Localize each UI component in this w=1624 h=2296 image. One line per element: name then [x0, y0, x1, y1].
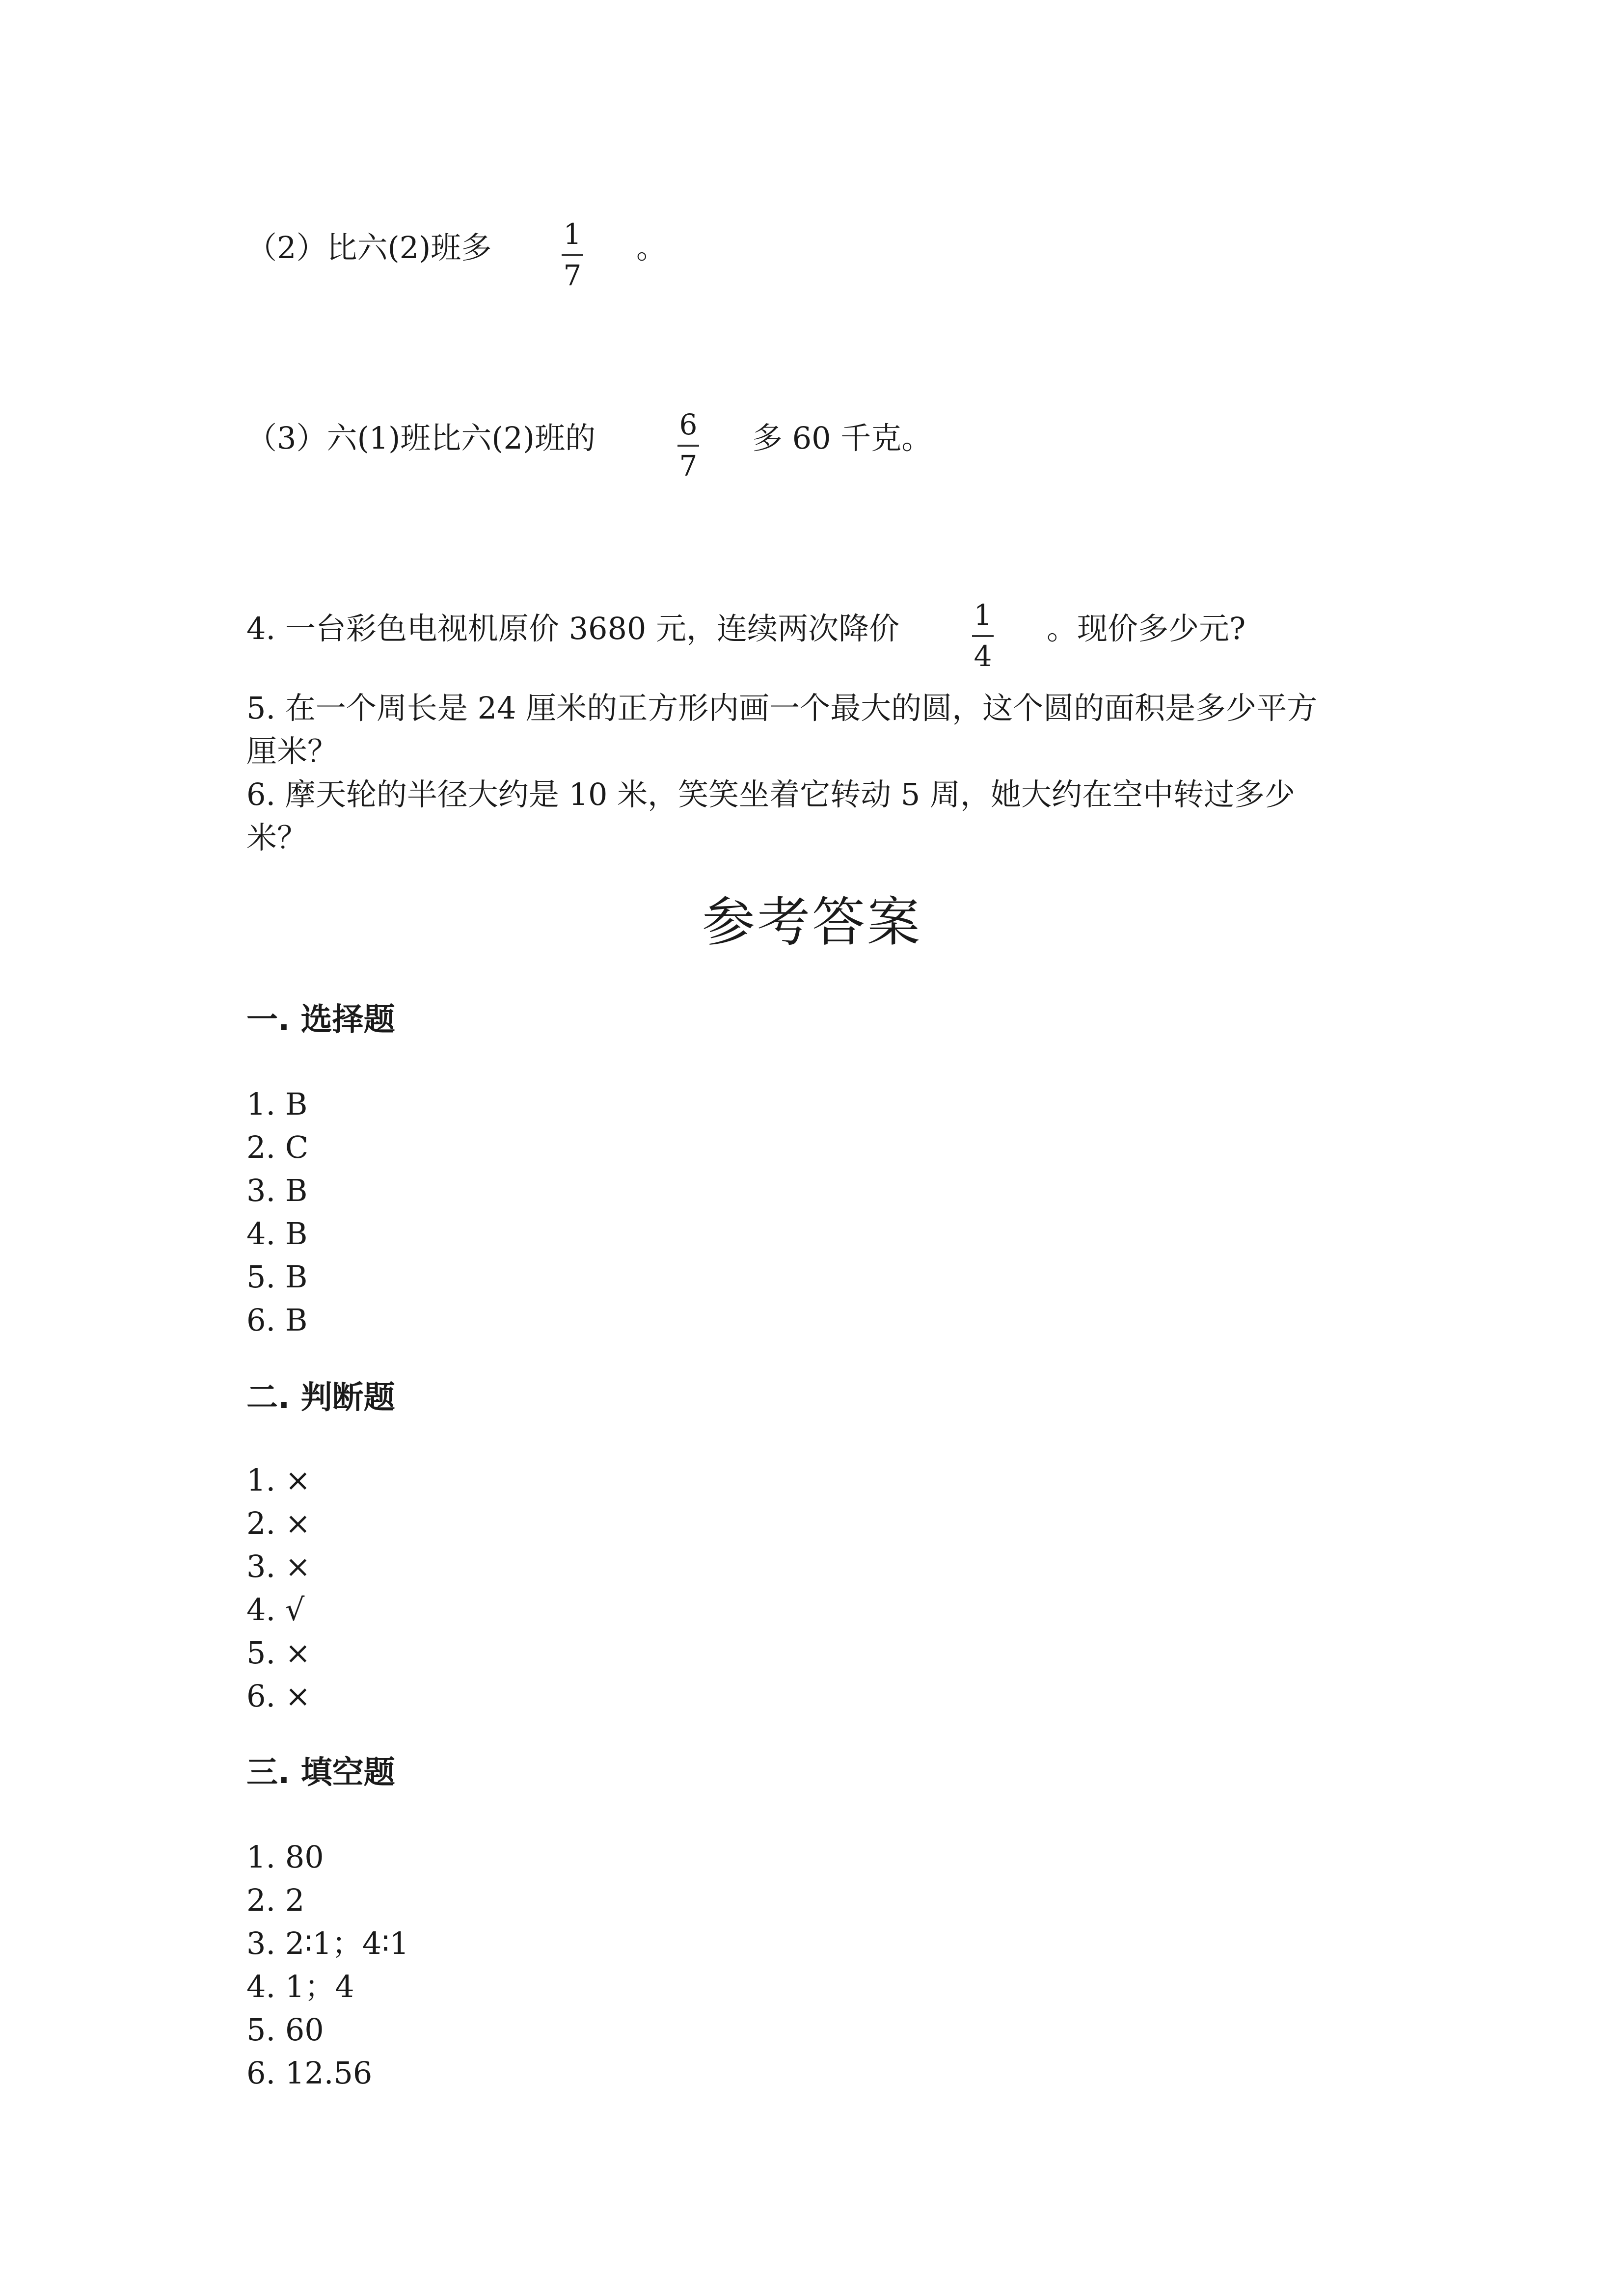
fraction-numerator: 6	[679, 408, 698, 441]
answer-item: 1. B	[246, 1086, 308, 1122]
answer-item: 4. √	[246, 1592, 305, 1628]
question-5-line-1: 5. 在一个周长是 24 厘米的正方形内画一个最大的圆，这个圆的面积是多少平方	[246, 690, 1318, 726]
answer-item: 1. ×	[246, 1462, 311, 1498]
answer-item: 4. 1；4	[246, 1969, 354, 2004]
section-heading-fill-in-blank: 三. 填空题	[246, 1755, 395, 1791]
answer-key-title: 参考答案	[702, 892, 922, 953]
question-4-tail: 。现价多少元?	[1047, 611, 1246, 646]
section-heading-multiple-choice: 一. 选择题	[246, 1002, 395, 1038]
question-6-line-2: 米？	[246, 820, 308, 855]
answer-item: 2. ×	[246, 1505, 311, 1541]
fraction-denominator: 7	[563, 259, 582, 292]
answer-list-multiple-choice	[246, 1083, 308, 1342]
answer-item: 2. 2	[246, 1882, 305, 1918]
answer-item: 5. B	[246, 1259, 308, 1295]
answer-item: 4. B	[246, 1216, 308, 1252]
answer-item: 2. C	[246, 1129, 309, 1165]
answer-item: 1. 80	[246, 1839, 324, 1875]
fraction-one-quarter	[968, 598, 998, 673]
answer-item: 3. B	[246, 1173, 308, 1208]
question-6-line-1: 6. 摩天轮的半径大约是 10 米，笑笑坐着它转动 5 周，她大约在空中转过多少	[246, 776, 1296, 812]
question-3-2-text: （2）比六(2)班多	[246, 230, 492, 266]
answer-list-true-false	[246, 1459, 311, 1718]
answer-item: 3. ×	[246, 1548, 311, 1584]
answer-item: 6. B	[246, 1302, 308, 1338]
answer-item: 6. 12.56	[246, 2055, 373, 2091]
fraction-one-seventh	[558, 217, 587, 292]
question-3-3-text: （3）六(1)班比六(2)班的	[246, 420, 596, 456]
answer-list-fill-in-blank	[246, 1836, 409, 2095]
fraction-denominator: 7	[679, 449, 698, 482]
fraction-denominator: 4	[974, 640, 992, 673]
fraction-numerator: 1	[974, 598, 992, 632]
answer-item: 5. 60	[246, 2012, 324, 2048]
question-3-2-period: 。	[636, 230, 667, 266]
fraction-six-sevenths	[674, 410, 703, 480]
section-heading-true-false: 二. 判断题	[246, 1380, 395, 1416]
answer-item: 3. 2∶1；4∶1	[246, 1925, 409, 1961]
question-3-3-tail: 多 60 千克。	[752, 420, 932, 456]
question-4-text: 4. 一台彩色电视机原价 3680 元，连续两次降价	[246, 611, 900, 646]
fraction-numerator: 1	[563, 217, 582, 251]
fraction-bar	[562, 254, 583, 256]
answer-item: 6. ×	[246, 1678, 311, 1714]
question-5-line-2: 厘米？	[246, 733, 338, 769]
fraction-bar	[677, 445, 699, 447]
answer-item: 5. ×	[246, 1635, 311, 1671]
fraction-bar	[972, 635, 994, 637]
